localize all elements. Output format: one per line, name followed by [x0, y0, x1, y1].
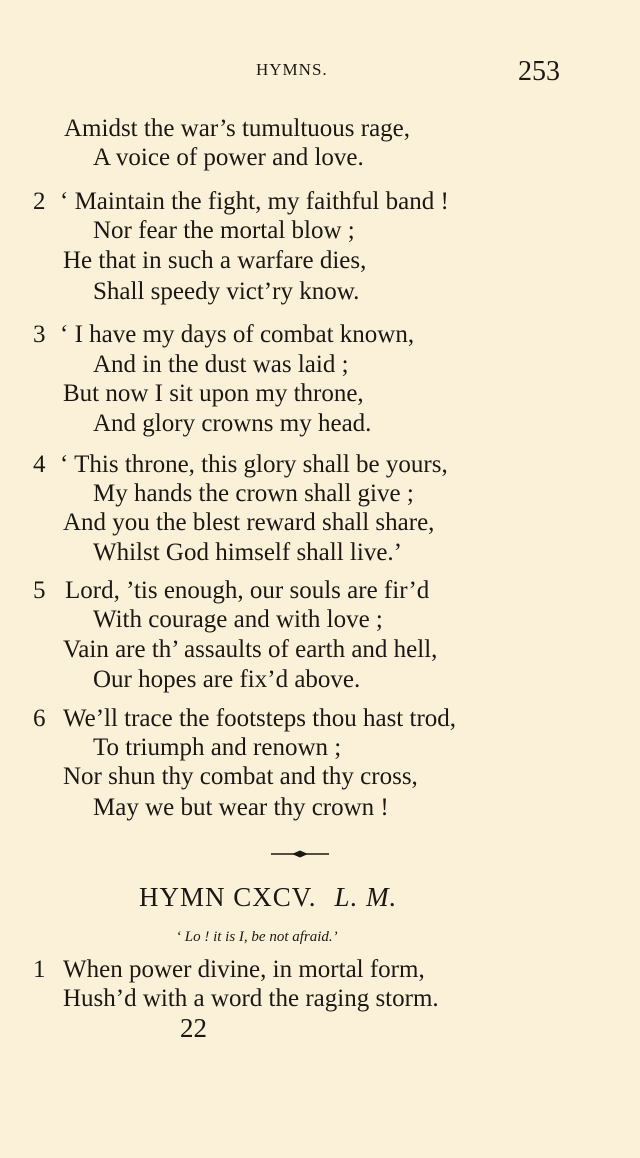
- ornament-rule: [270, 848, 330, 860]
- running-head: HYMNS.: [256, 60, 328, 79]
- stanza-number: 2: [33, 188, 46, 215]
- verse-line: Lord, ’tis enough, our souls are fir’d: [65, 577, 430, 604]
- verse-line: ‘ This throne, this glory shall be yours,: [60, 451, 448, 478]
- verse-line: ‘ I have my days of combat known,: [60, 321, 415, 348]
- verse-line: With courage and with love ;: [93, 606, 383, 633]
- stanza-number: 3: [33, 321, 46, 348]
- hymn-title: [139, 882, 397, 913]
- hymn-number: HYMN CXCV.: [139, 882, 317, 912]
- hymn-meter: L. M.: [334, 882, 398, 912]
- verse-line: And in the dust was laid ;: [93, 351, 349, 378]
- stanza-number: 4: [33, 451, 46, 478]
- page-number: 253: [518, 56, 560, 87]
- verse-line: He that in such a warfare dies,: [63, 247, 367, 274]
- hymn-epigraph: ‘ Lo ! it is I, be not afraid.’: [176, 929, 338, 945]
- verse-line: Amidst the war’s tumultuous rage,: [64, 115, 411, 142]
- verse-line: To triumph and renown ;: [93, 734, 342, 761]
- verse-line: A voice of power and love.: [93, 144, 364, 171]
- stanza-number: 6: [33, 705, 46, 732]
- stanza-number: 1: [33, 956, 46, 983]
- verse-line: Our hopes are fix’d above.: [93, 666, 361, 693]
- verse-line: And glory crowns my head.: [93, 410, 372, 437]
- verse-line: Hush’d with a word the raging storm.: [63, 985, 439, 1012]
- stanza-number: 5: [33, 577, 46, 604]
- verse-line: Nor fear the mortal blow ;: [93, 217, 355, 244]
- verse-line: Whilst God himself shall live.’: [93, 539, 402, 566]
- signature-mark: 22: [180, 1013, 207, 1043]
- verse-line: And you the blest reward shall share,: [63, 509, 435, 536]
- verse-line: My hands the crown shall give ;: [93, 480, 414, 507]
- verse-line: We’ll trace the footsteps thou hast trod,: [63, 705, 457, 732]
- verse-line: May we but wear thy crown !: [93, 794, 389, 821]
- verse-line: Nor shun thy combat and thy cross,: [63, 763, 418, 790]
- verse-line: Shall speedy vict’ry know.: [93, 278, 360, 305]
- verse-line: Vain are th’ assaults of earth and hell,: [63, 636, 438, 663]
- verse-line: But now I sit upon my throne,: [63, 380, 364, 407]
- verse-line: When power divine, in mortal form,: [63, 956, 425, 983]
- verse-line: ‘ Maintain the fight, my faithful band !: [60, 188, 449, 215]
